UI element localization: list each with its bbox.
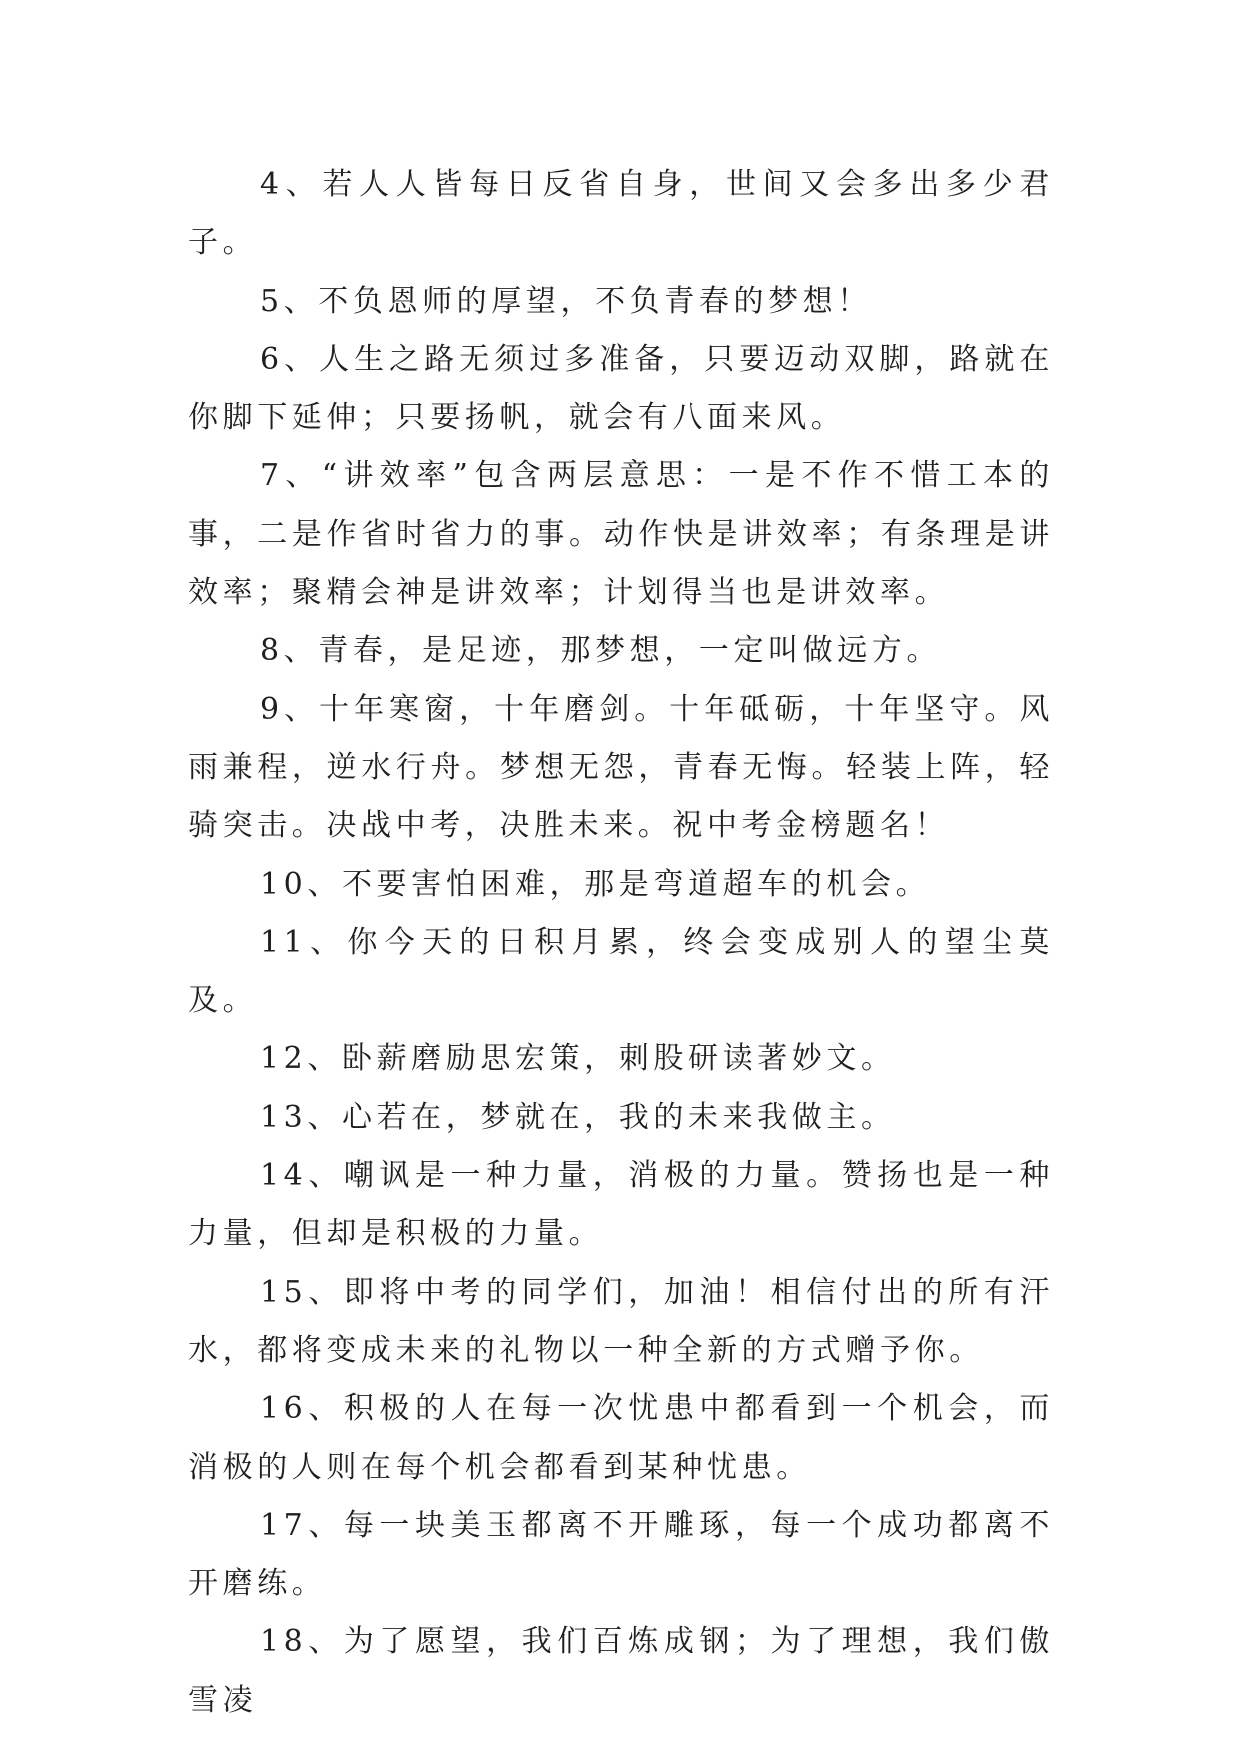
paragraph-4: 4、若人人皆每日反省自身，世间又会多出多少君子。 [188,167,1054,261]
document-body [188,156,1054,1730]
paragraph-7: 7、“讲效率”包含两层意思：一是不作不惜工本的事，二是作省时省力的事。动作快是讲效率；有条理是讲效率；聚精会神是讲效率；计划得当也是讲效率。 [188,458,1054,611]
paragraph-8: 8、青春，是足迹，那梦想，一定叫做远方。 [260,633,942,669]
paragraph-5: 5、不负恩师的厚望，不负青春的梦想！ [260,283,872,319]
paragraph-10: 10、不要害怕困难，那是弯道超车的机会。 [260,866,931,902]
paragraph-16: 16、积极的人在每一次忧患中都看到一个机会，而消极的人则在每个机会都看到某种忧患。 [188,1391,1054,1485]
paragraph-18: 18、为了愿望，我们百炼成钢；为了理想，我们傲雪凌 [188,1624,1054,1718]
paragraph-17: 17、每一块美玉都离不开雕琢，每一个成功都离不开磨练。 [188,1507,1054,1602]
paragraph-6: 6、人生之路无须过多准备，只要迈动双脚，路就在你脚下延伸；只要扬帆，就会有八面来风。 [188,341,1054,436]
paragraph-12: 12、卧薪磨励思宏策，刺股研读著妙文。 [260,1041,896,1077]
paragraph-15: 15、即将中考的同学们，加油！相信付出的所有汗水，都将变成未来的礼物以一种全新的方式赠予你。 [188,1274,1054,1368]
paragraph-9: 9、十年寒窗，十年磨剑。十年砥砺，十年坚守。风雨兼程，逆水行舟。梦想无怨，青春无悔。轻装上阵，轻骑突击。决战中考，决胜未来。祝中考金榜题名！ [188,691,1054,844]
paragraph-13: 13、心若在，梦就在，我的未来我做主。 [260,1099,896,1135]
paragraph-14: 14、嘲讽是一种力量，消极的力量。赞扬也是一种力量，但却是积极的力量。 [188,1158,1054,1252]
paragraph-11: 11、你今天的日积月累，终会变成别人的望尘莫及。 [188,924,1054,1019]
